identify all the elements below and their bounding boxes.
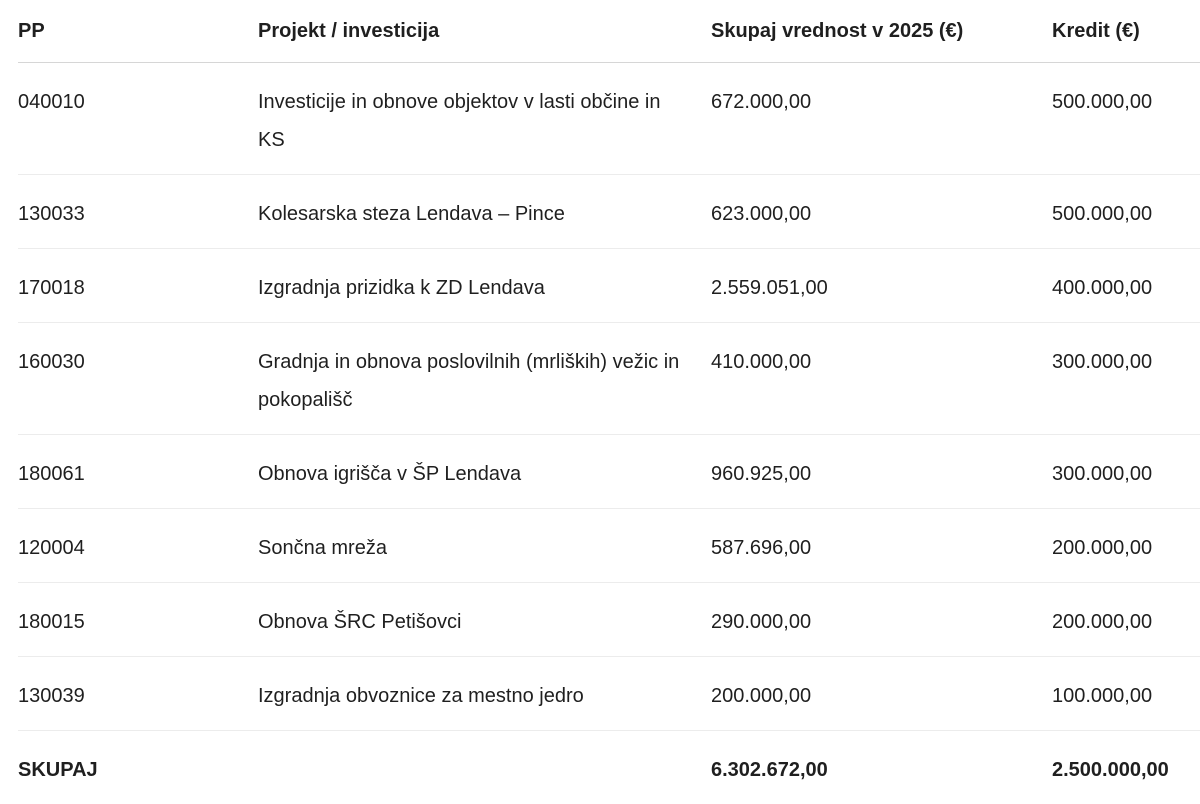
investment-table: [18, 0, 1200, 804]
cell-total-value: 2.559.051,00: [711, 249, 1052, 323]
table-row: [18, 175, 1200, 249]
cell-credit: 300.000,00: [1052, 323, 1200, 435]
cell-pp: 180015: [18, 583, 258, 657]
cell-total-value: 200.000,00: [711, 657, 1052, 731]
cell-pp: 170018: [18, 249, 258, 323]
cell-project: Kolesarska steza Lendava – Pince: [258, 175, 711, 249]
total-label: SKUPAJ: [18, 731, 258, 804]
cell-credit: 400.000,00: [1052, 249, 1200, 323]
cell-project: Izgradnja prizidka k ZD Lendava: [258, 249, 711, 323]
cell-pp: 130039: [18, 657, 258, 731]
table-row: [18, 435, 1200, 509]
cell-total-value: 290.000,00: [711, 583, 1052, 657]
total-project-empty: [258, 731, 711, 804]
header-total-value: Skupaj vrednost v 2025 (€): [711, 0, 1052, 63]
cell-pp: 180061: [18, 435, 258, 509]
cell-total-value: 623.000,00: [711, 175, 1052, 249]
cell-credit: 200.000,00: [1052, 509, 1200, 583]
cell-total-value: 672.000,00: [711, 63, 1052, 175]
cell-total-value: 587.696,00: [711, 509, 1052, 583]
cell-credit: 300.000,00: [1052, 435, 1200, 509]
cell-credit: 500.000,00: [1052, 63, 1200, 175]
total-value-sum: 6.302.672,00: [711, 731, 1052, 804]
cell-credit: 200.000,00: [1052, 583, 1200, 657]
table-total-row: [18, 731, 1200, 804]
total-credit-sum: 2.500.000,00: [1052, 731, 1200, 804]
table-row: [18, 583, 1200, 657]
cell-credit: 500.000,00: [1052, 175, 1200, 249]
cell-project: Obnova igrišča v ŠP Lendava: [258, 435, 711, 509]
table-row: [18, 323, 1200, 435]
investment-table-container: [18, 0, 1200, 804]
table-row: [18, 63, 1200, 175]
cell-project: Gradnja in obnova poslovilnih (mrliških) vežic in pokopališč: [258, 323, 711, 435]
cell-project: Obnova ŠRC Petišovci: [258, 583, 711, 657]
header-pp: PP: [18, 0, 258, 63]
cell-credit: 100.000,00: [1052, 657, 1200, 731]
header-project: Projekt / investicija: [258, 0, 711, 63]
table-header-row: [18, 0, 1200, 63]
cell-project: Investicije in obnove objektov v lasti občine in KS: [258, 63, 711, 175]
header-credit: Kredit (€): [1052, 0, 1200, 63]
cell-pp: 160030: [18, 323, 258, 435]
cell-pp: 120004: [18, 509, 258, 583]
table-row: [18, 657, 1200, 731]
cell-project: Sončna mreža: [258, 509, 711, 583]
table-row: [18, 249, 1200, 323]
cell-pp: 130033: [18, 175, 258, 249]
cell-pp: 040010: [18, 63, 258, 175]
table-row: [18, 509, 1200, 583]
cell-total-value: 410.000,00: [711, 323, 1052, 435]
cell-project: Izgradnja obvoznice za mestno jedro: [258, 657, 711, 731]
cell-total-value: 960.925,00: [711, 435, 1052, 509]
